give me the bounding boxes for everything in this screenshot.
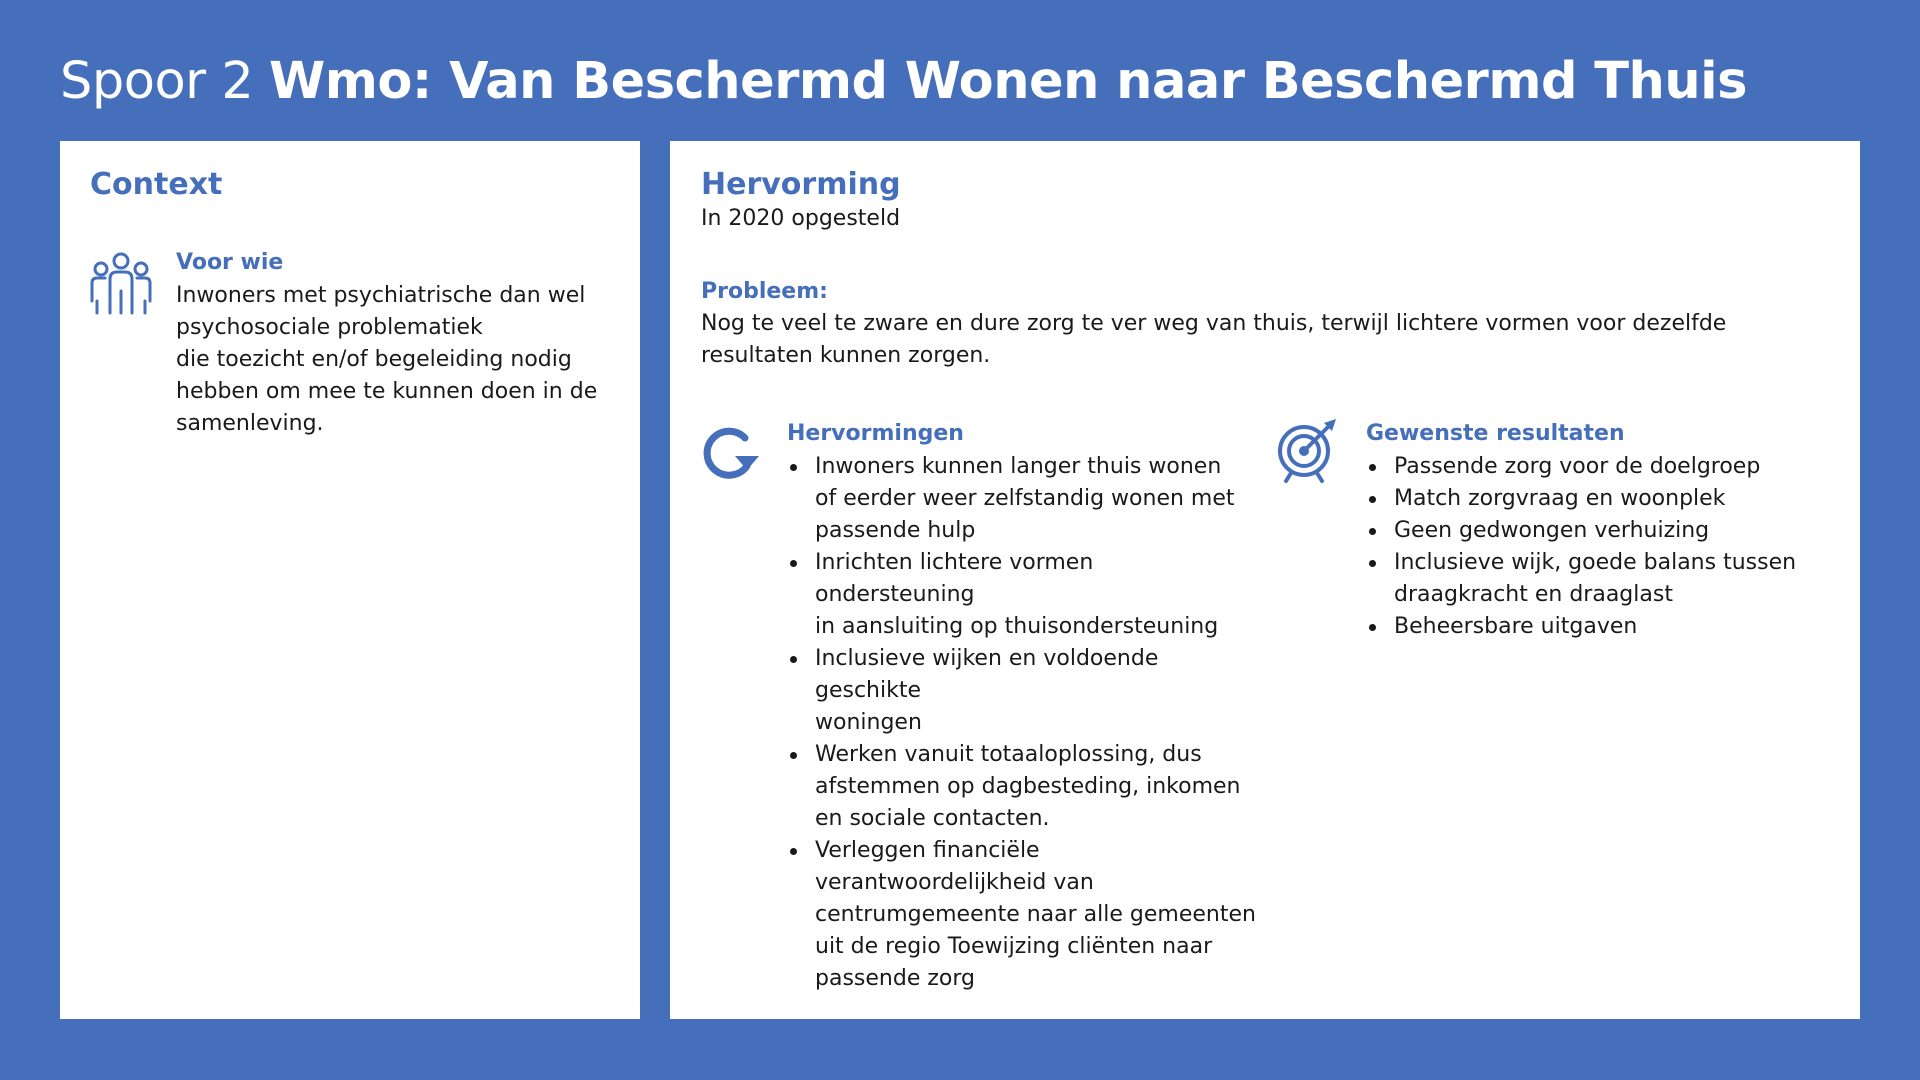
voor-wie-line: samenleving. [176, 411, 324, 436]
list-item-line: passende hulp [815, 518, 976, 543]
list-item-line: in aansluiting op thuisondersteuning [815, 614, 1219, 639]
list-item [1366, 451, 1836, 483]
list-item [787, 547, 1257, 643]
list-item-line: Passende zorg voor de doelgroep [1394, 454, 1761, 479]
voor-wie-line: psychosociale problematiek [176, 315, 483, 340]
list-item-line: verantwoordelijkheid van [815, 870, 1094, 895]
list-item-line: woningen [815, 710, 922, 735]
list-item [787, 643, 1257, 739]
target-arrow-icon [1277, 417, 1339, 483]
hervorming-heading: Hervorming [701, 167, 901, 202]
list-item-line: Verleggen financiële [815, 838, 1040, 863]
probleem-label: Probleem: [701, 279, 828, 304]
list-item-line: Inclusieve wijk, goede balans tussen [1394, 550, 1797, 575]
voor-wie-label: Voor wie [176, 250, 284, 275]
list-item-line: centrumgemeente naar alle gemeenten [815, 902, 1256, 927]
context-heading: Context [90, 167, 223, 202]
list-item-line: afstemmen op dagbesteding, inkomen [815, 774, 1241, 799]
people-group-icon [88, 251, 154, 317]
list-item-line: Inclusieve wijken en voldoende geschikte [815, 646, 1159, 703]
list-item-line: Inwoners kunnen langer thuis wonen [815, 454, 1222, 479]
hervormingen-label: Hervormingen [787, 421, 964, 446]
page-title-main: Wmo: Van Beschermd Wonen naar Beschermd Thuis [269, 52, 1747, 111]
probleem-line: resultaten kunnen zorgen. [701, 343, 991, 368]
voor-wie-line: Inwoners met psychiatrische dan wel [176, 283, 586, 308]
voor-wie-line: hebben om mee te kunnen doen in de [176, 379, 598, 404]
page-title-prefix: Spoor 2 [60, 52, 254, 111]
resultaten-list [1366, 451, 1836, 643]
hervormingen-list [787, 451, 1257, 995]
list-item [1366, 547, 1836, 611]
resultaten-label: Gewenste resultaten [1366, 421, 1625, 446]
list-item-line: Geen gedwongen verhuizing [1394, 518, 1710, 543]
list-item [1366, 483, 1836, 515]
list-item-line: of eerder weer zelfstandig wonen met [815, 486, 1235, 511]
list-item-line: passende zorg [815, 966, 975, 991]
list-item [787, 739, 1257, 835]
list-item-line: Werken vanuit totaaloplossing, dus [815, 742, 1202, 767]
voor-wie-line: die toezicht en/of begeleiding nodig [176, 347, 572, 372]
hervorming-subtitle: In 2020 opgesteld [701, 206, 901, 231]
list-item [787, 451, 1257, 547]
hervorming-panel [670, 141, 1860, 1019]
list-item-line: Inrichten lichtere vormen ondersteuning [815, 550, 1094, 607]
list-item-line: en sociale contacten. [815, 806, 1050, 831]
list-item-line: draagkracht en draaglast [1394, 582, 1673, 607]
probleem-line: Nog te veel te zware en dure zorg te ver weg van thuis, terwijl lichtere vormen voor dezelfde [701, 311, 1727, 336]
list-item-line: Match zorgvraag en woonplek [1394, 486, 1726, 511]
list-item [1366, 611, 1836, 643]
list-item-line: uit de regio Toewijzing cliënten naar [815, 934, 1213, 959]
list-item-line: Beheersbare uitgaven [1394, 614, 1638, 639]
probleem-text [701, 308, 1821, 372]
list-item [787, 835, 1257, 995]
context-panel [60, 141, 640, 1019]
page-title [60, 50, 1747, 114]
refresh-arrow-icon [698, 424, 760, 480]
list-item [1366, 515, 1836, 547]
voor-wie-text [176, 280, 616, 440]
